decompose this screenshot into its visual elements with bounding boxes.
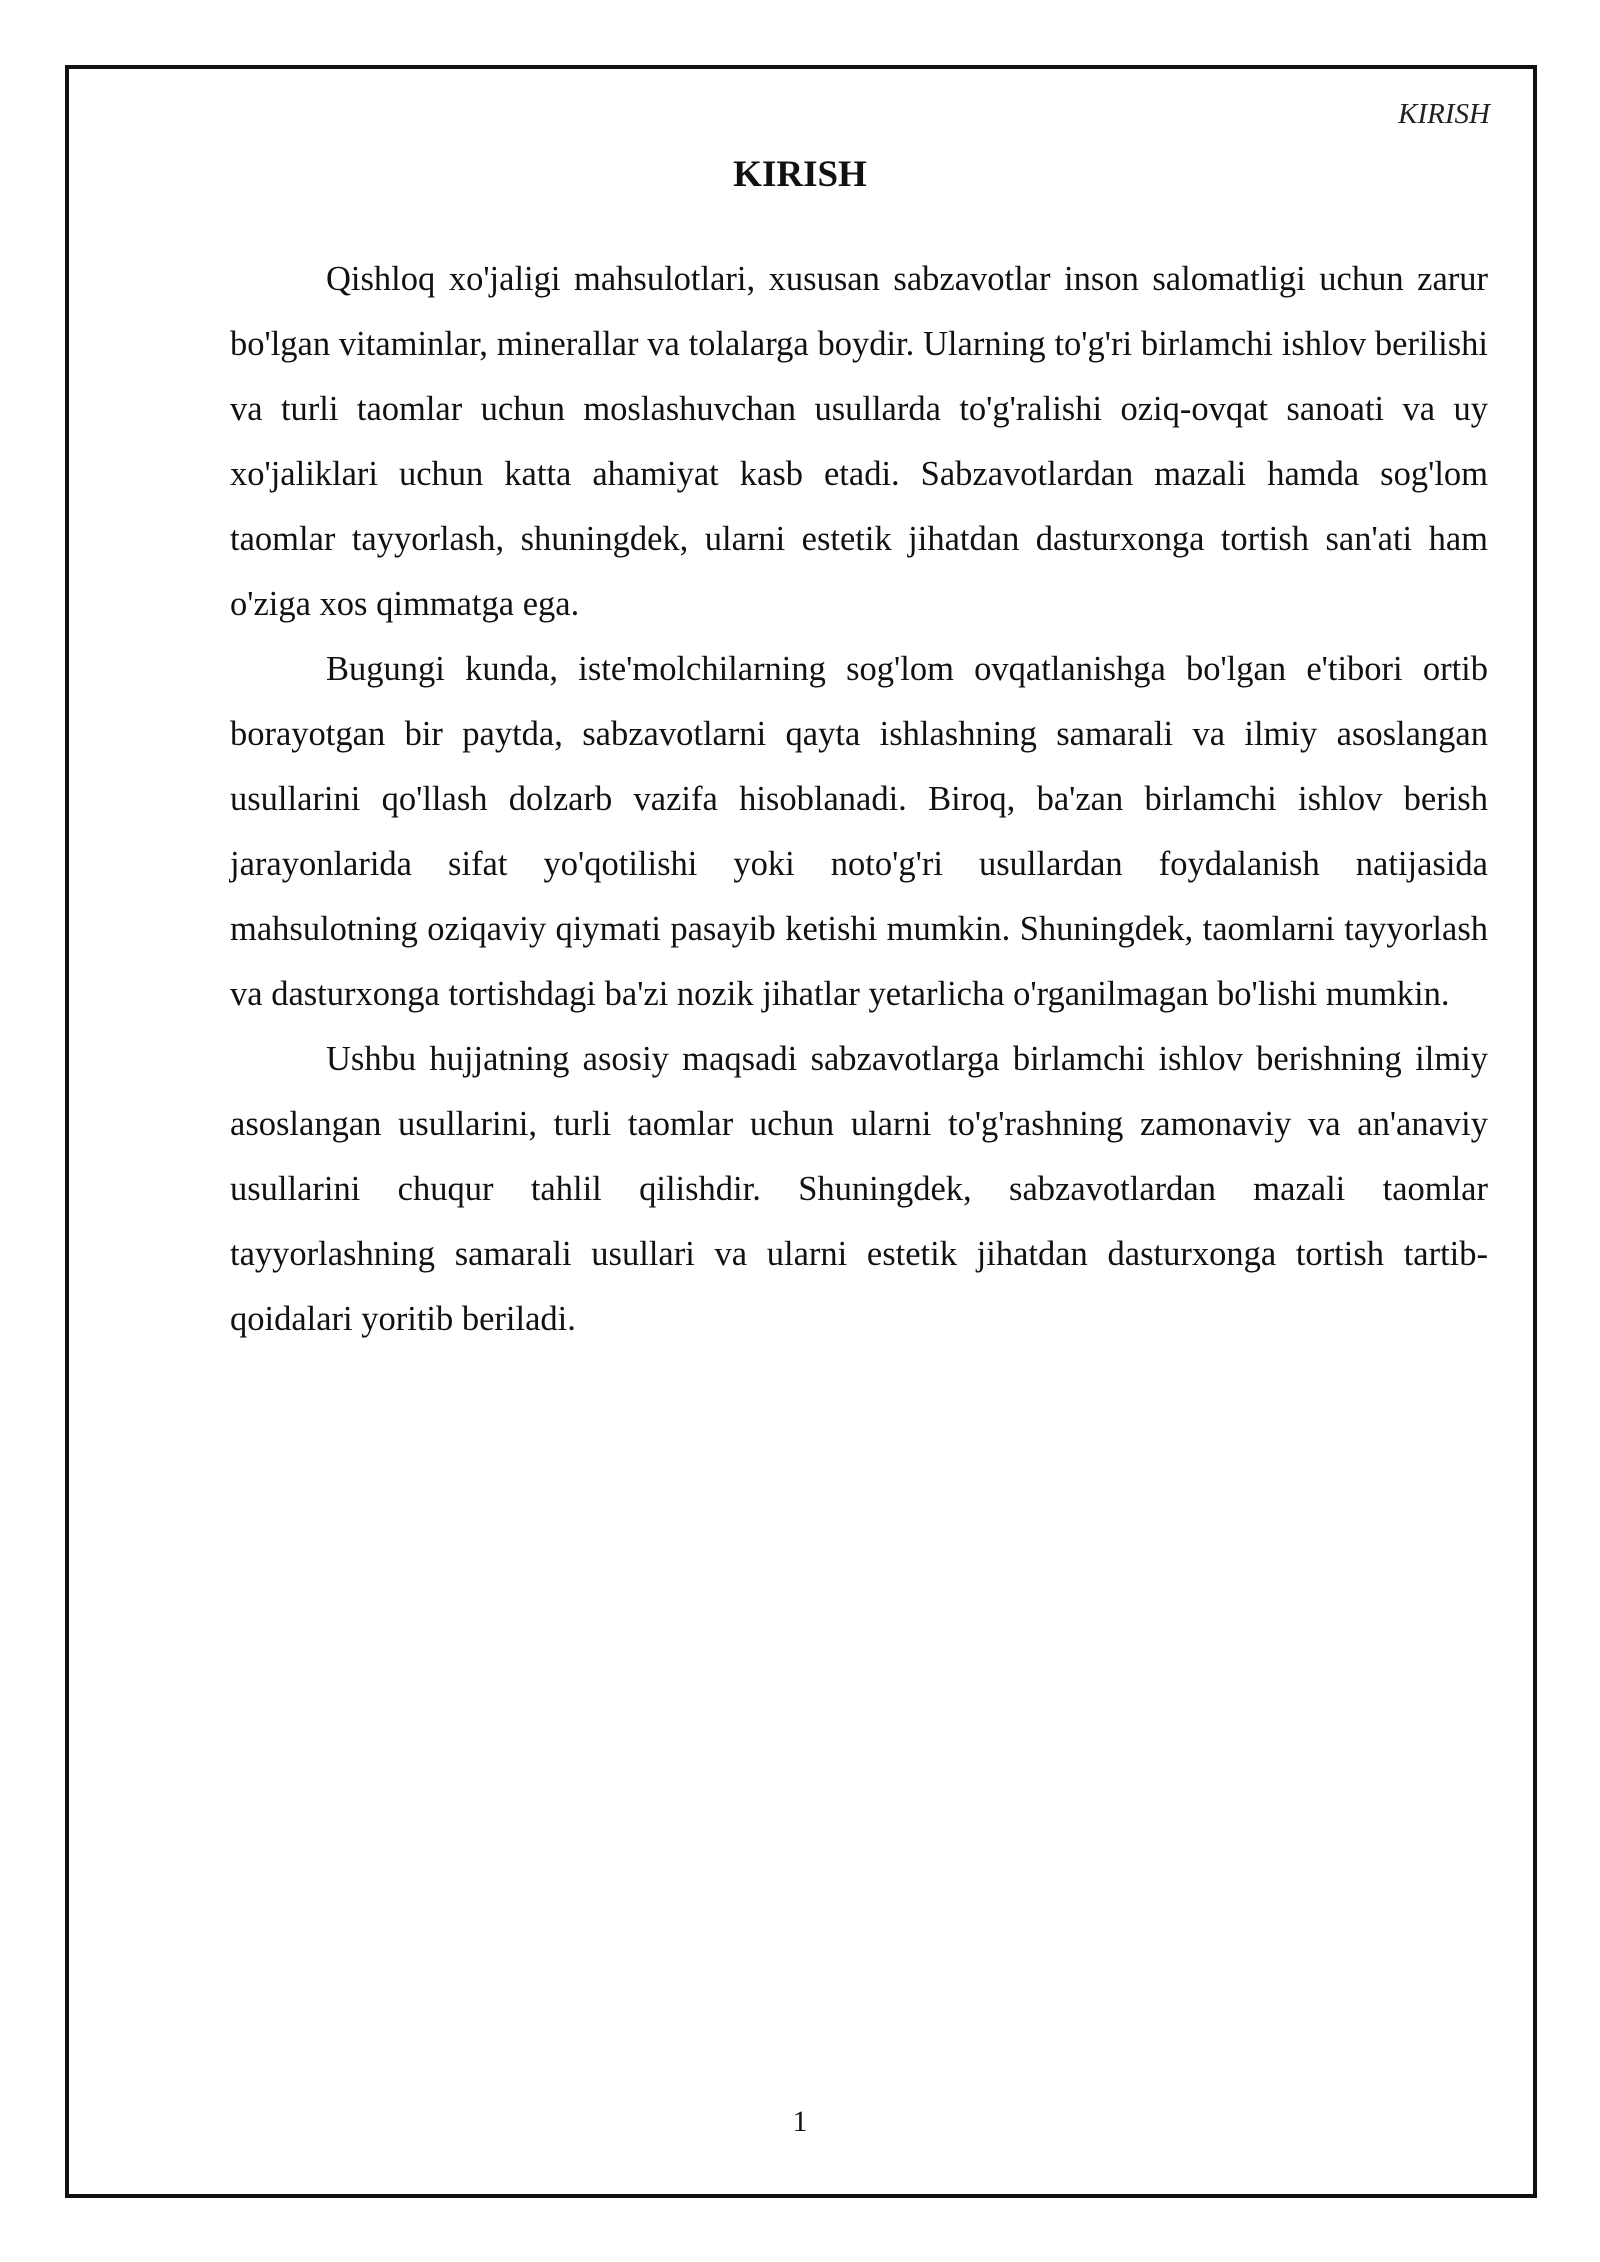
document-body: [230, 247, 1488, 1352]
page-title: KIRISH: [733, 154, 867, 195]
paragraph-3: Ushbu hujjatning asosiy maqsadi sabzavotlarga birlamchi ishlov berishning ilmiy asoslangan usullarini, turli taomlar uchun ularni to'g'rashning zamonaviy va an'anaviy usullarini chuqur tahlil qilishdir. Shuningdek, sabzavotlardan mazali taomlar tayyorlashning samarali usullari va ularni estetik jihatdan dasturxonga tortish tartib-qoidalari yoritib beriladi.: [230, 1040, 1488, 1338]
paragraph-1: Qishloq xo'jaligi mahsulotlari, xususan sabzavotlar inson salomatligi uchun zarur bo'lgan vitaminlar, minerallar va tolalarga boydir. Ularning to'g'ri birlamchi ishlov berilishi va turli taomlar uchun moslashuvchan usullarda to'g'ralishi oziq-ovqat sanoati va uy xo'jaliklari uchun katta ahamiyat kasb etadi. Sabzavotlardan mazali hamda sog'lom taomlar tayyorlash, shuningdek, ularni estetik jihatdan dasturxonga tortish san'ati ham o'ziga xos qimmatga ega.: [230, 260, 1488, 623]
running-header: KIRISH: [1398, 98, 1490, 130]
page-number: 1: [792, 2105, 808, 2138]
paragraph-2: Bugungi kunda, iste'molchilarning sog'lom ovqatlanishga bo'lgan e'tibori ortib borayotgan bir paytda, sabzavotlarni qayta ishlashning samarali va ilmiy asoslangan usullarini qo'llash dolzarb vazifa hisoblanadi. Biroq, ba'zan birlamchi ishlov berish jarayonlarida sifat yo'qotilishi yoki noto'g'ri usullardan foydalanish natijasida mahsulotning oziqaviy qiymati pasayib ketishi mumkin. Shuningdek, taomlarni tayyorlash va dasturxonga tortishdagi ba'zi nozik jihatlar yetarlicha o'rganilmagan bo'lishi mumkin.: [230, 650, 1488, 1013]
